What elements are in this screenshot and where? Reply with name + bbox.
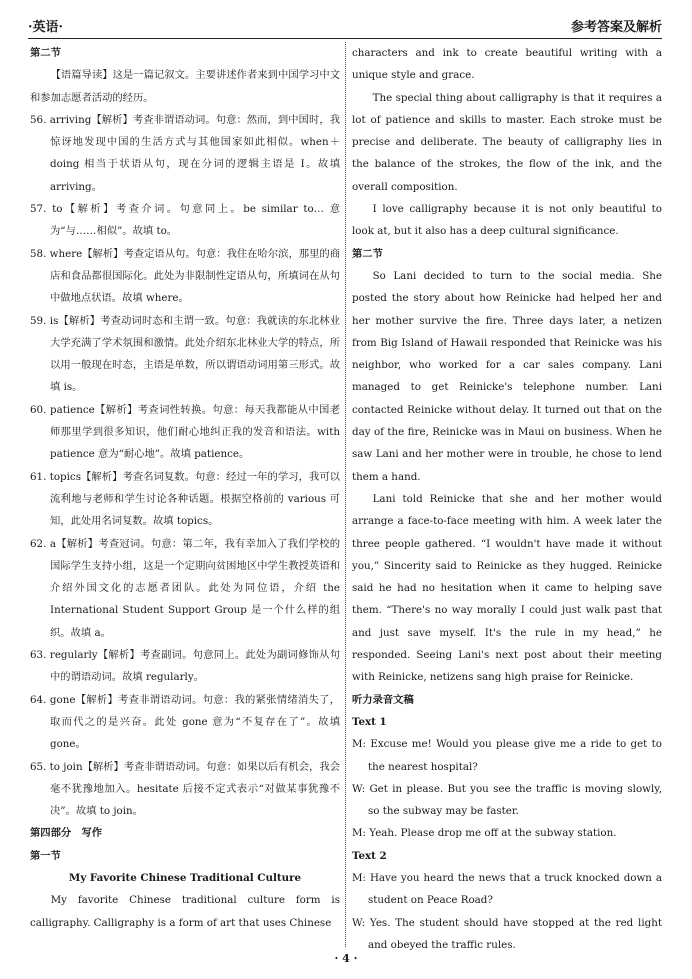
- right-paragraph: Lani told Reinicke that she and her mother would arrange a face-to-face meeting with him. A week later the three people gathered. “I wouldn't have made it without you,” Sincerity said to Reinicke as they hugged. Reinicke said he had no hesitation when it came to helping save them. “There's no way morally I could just walk past that and just save myself. It's the rule in my head,” he responded. Seeing Lani's next post about their meeting with Reinicke, netizens sang high praise for Reinicke.: [352, 492, 662, 684]
- right-paragraph: characters and ink to create beautiful writing with a unique style and grace.: [352, 47, 662, 82]
- left-paragraph: 62. a【解析】考查冠词。句意：第二年，我有幸加入了我们学校的国际学生支持小组，这是一个定期向贫困地区中学生教授英语和介绍外国文化的志愿者团队。此处为同位语，介绍 the International Student Support Group 是一个什么样的组织。故填 a。: [30, 537, 340, 639]
- left-column: [30, 42, 340, 934]
- right-paragraph: Text 2: [352, 849, 387, 862]
- column-divider: [345, 42, 346, 947]
- right-column: [352, 42, 662, 956]
- left-paragraph: 【语篇导读】这是一篇记叙文。主要讲述作者来到中国学习中文和参加志愿者活动的经历。: [30, 69, 340, 104]
- left-paragraph: 56. arriving【解析】考查非谓语动词。句意：然而，到中国时，我惊讶地发现中国的生活方式与其他国家如此相似。when＋doing 相当于状语从句，现在分词的逻辑主语是 I。故填 arriving。: [30, 113, 340, 193]
- left-paragraph: 63. regularly【解析】考查副词。句意同上。此处为副词修饰从句中的谓语动词。故填 regularly。: [30, 649, 340, 684]
- right-paragraph: So Lani decided to turn to the social media. She posted the story about how Reinicke had helped her and her mother survive the fire. Three days later, a netizen from Big Island of Hawaii responded that Reinicke was his neighbor, who worked for a car sales company. Lani managed to get Reinicke's telephone number. Lani contacted Reinicke without delay. It turned out that on the day of the fire, Reinicke was in Maui on business. When he saw Lani and her mother were in trouble, he chose to lend them a hand.: [352, 269, 662, 483]
- right-paragraph: I love calligraphy because it is not only beautiful to look at, but it also has a deep cultural significance.: [352, 203, 662, 238]
- right-paragraph: M: Yeah. Please drop me off at the subway station.: [352, 827, 617, 840]
- left-paragraph: 第一节: [30, 849, 61, 862]
- left-paragraph: 第四部分 写作: [30, 827, 103, 840]
- subject-label: ·英语·: [28, 20, 64, 35]
- right-paragraph: 第二节: [352, 247, 383, 260]
- right-paragraph: The special thing about calligraphy is that it requires a lot of patience and skills to master. Each stroke must be precise and deliberate. The beauty of calligraphy lies in the balance of the strokes, the flow of the ink, and the overall composition.: [352, 91, 662, 193]
- left-paragraph: 第二节: [30, 47, 61, 59]
- left-paragraph: 58. where【解析】考查定语从句。句意：我住在哈尔滨，那里的商店和食品都很国际化。此处为非限制性定语从句，所填词在从句中做地点状语。故填 where。: [30, 247, 340, 305]
- page-number: · 4 ·: [334, 952, 358, 965]
- right-paragraph: W: Yes. The student should have stopped at the red light and obeyed the traffic rules.: [352, 916, 662, 951]
- section-title: 参考答案及解析: [570, 20, 662, 35]
- left-paragraph: My Favorite Chinese Traditional Culture: [68, 871, 302, 884]
- page-header: [28, 14, 662, 39]
- left-paragraph: 60. patience【解析】考查词性转换。句意：每天我都能从中国老师那里学到很多知识，他们耐心地纠正我的发音和语法。with patience 意为“耐心地”。故填 patience。: [30, 403, 340, 461]
- right-paragraph: 听力录音文稿: [352, 693, 414, 706]
- left-paragraph: My favorite Chinese traditional culture form is calligraphy. Calligraphy is a form of art that uses Chinese: [30, 894, 340, 929]
- left-paragraph: 61. topics【解析】考查名词复数。句意：经过一年的学习，我可以流利地与老师和学生讨论各种话题。根据空格前的 various 可知，此处用名词复数。故填 topics。: [30, 470, 340, 528]
- right-paragraph: M: Excuse me! Would you please give me a ride to get to the nearest hospital?: [352, 738, 662, 773]
- left-paragraph: 64. gone【解析】考查非谓语动词。句意：我的紧张情绪消失了，取而代之的是兴奋。此处 gone 意为“不复存在了”。故填 gone。: [30, 693, 340, 751]
- left-paragraph: 57. to【解析】考查介词。句意同上。be similar to… 意为“与……相似”。故填 to。: [30, 203, 340, 238]
- right-paragraph: W: Get in please. But you see the traffic is moving slowly, so the subway may be faster.: [352, 782, 662, 818]
- left-paragraph: 65. to join【解析】考查非谓语动词。句意：如果以后有机会，我会毫不犹豫地加入。hesitate 后接不定式表示“对做某事犹豫不决”。故填 to join。: [30, 760, 340, 818]
- left-paragraph: 59. is【解析】考查动词时态和主谓一致。句意：我就读的东北林业大学充满了学术氛围和激情。此处介绍东北林业大学的特点，所以用一般现在时态，主语是单数，所以谓语动词用第三形式。故填 is。: [30, 314, 340, 394]
- right-paragraph: M: Have you heard the news that a truck knocked down a student on Peace Road?: [352, 871, 662, 907]
- right-paragraph: Text 1: [352, 715, 387, 728]
